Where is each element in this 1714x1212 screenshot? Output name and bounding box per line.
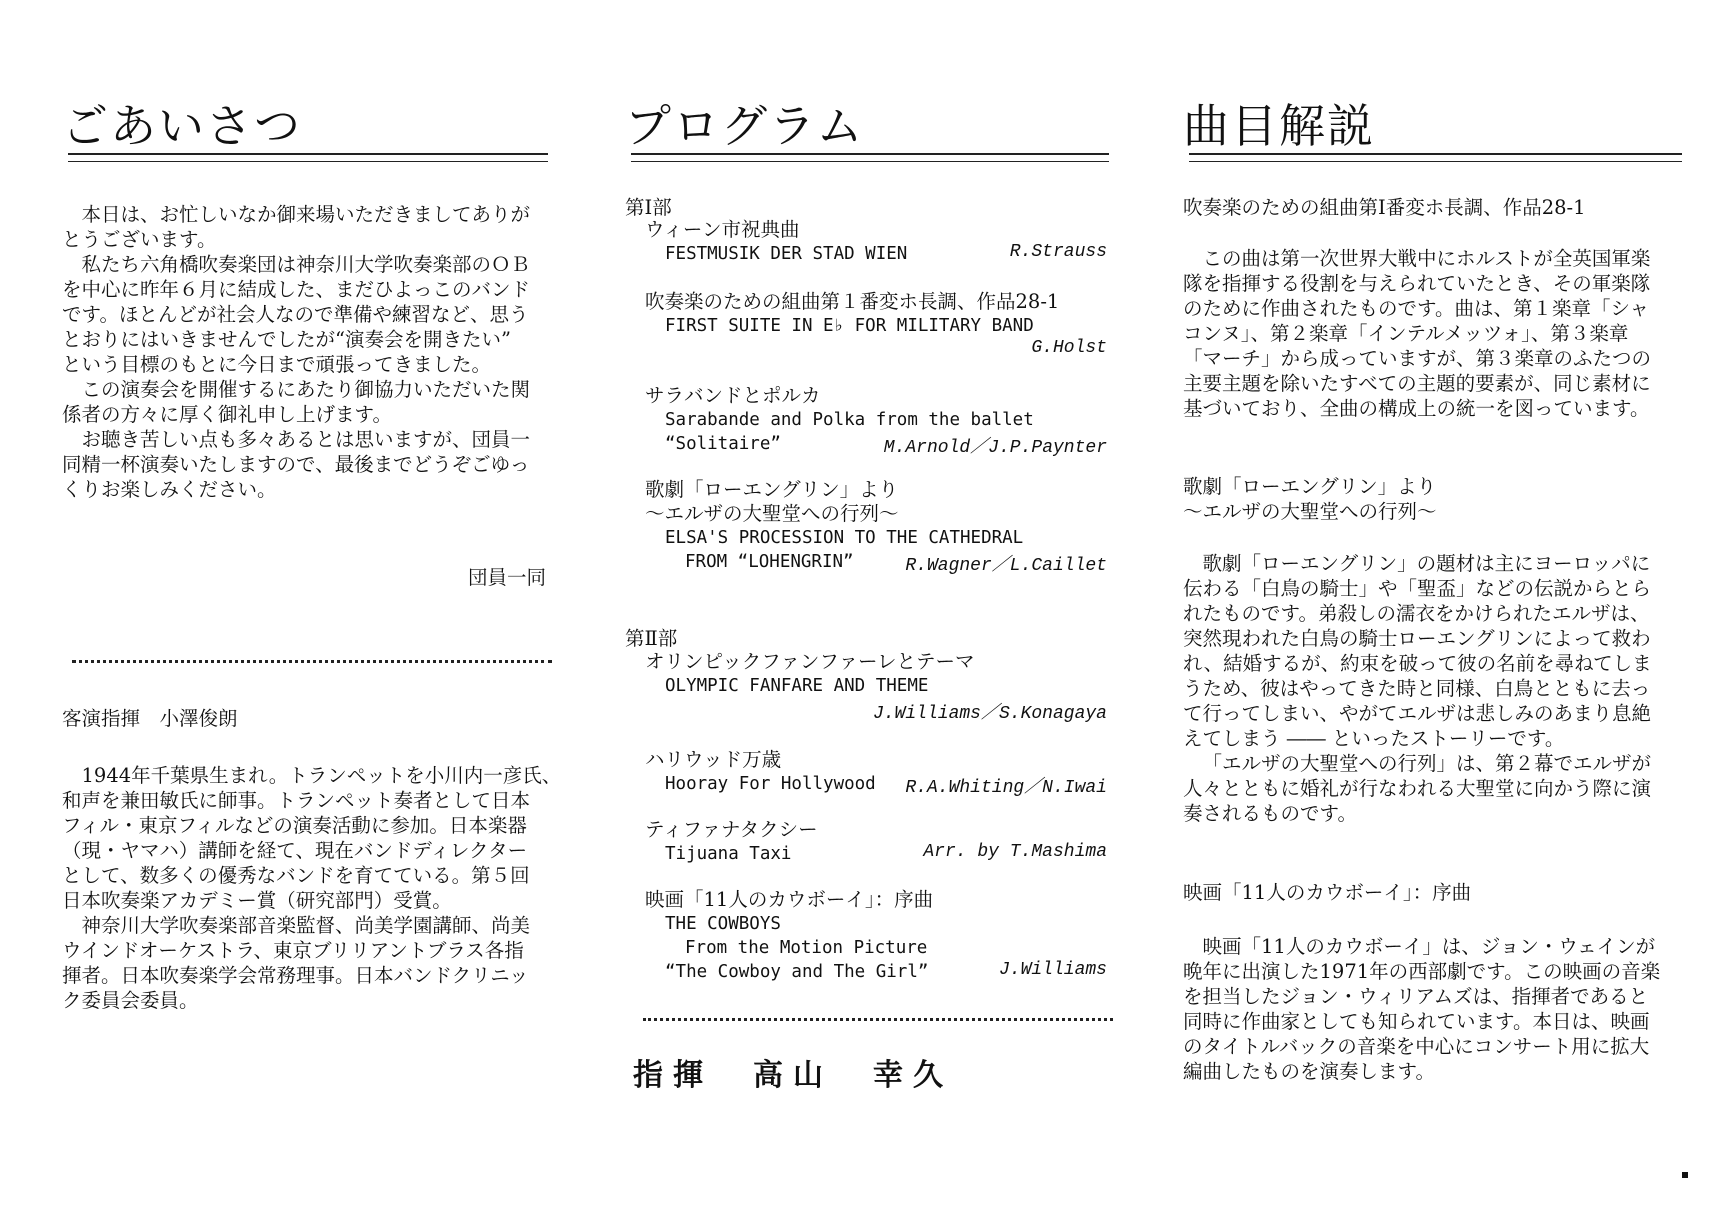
greeting-line: とおりにはいきませんでしたが“演奏会を開きたい”	[62, 328, 511, 351]
title-rule	[1189, 153, 1682, 162]
note-line: 「エルザの大聖堂への行列」は、第２幕でエルザが	[1202, 752, 1652, 775]
composer: M.Arnold／J.P.Paynter	[883, 438, 1107, 458]
greeting-signature: 団員一同	[468, 566, 547, 589]
piece-subtitle-jp: ～エルザの大聖堂への行列～	[645, 502, 899, 525]
piece-title-en: “Solitaire”	[665, 434, 781, 454]
program-item	[645, 888, 1115, 984]
guest-line: フィル・東京フィルなどの演奏活動に参加。日本楽器	[62, 814, 527, 837]
program-item	[645, 384, 1115, 456]
piece-title-en: OLYMPIC FANFARE AND THEME	[665, 676, 929, 696]
piece-title-jp: オリンピックファンファーレとテーマ	[645, 650, 975, 673]
guest-line: ク委員会委員。	[62, 989, 199, 1012]
note-line: うため、彼はやってきた時と同様、白鳥とともに去っ	[1183, 677, 1651, 700]
greeting-line: 本日は、お忙しいなか御来場いただきましてありが	[81, 203, 531, 226]
part-2-label: 第Ⅱ部	[625, 627, 678, 650]
greeting-line: を中心に昨年６月に結成した、まだひよっこのバンド	[62, 278, 531, 301]
piece-title-en: “The Cowboy and The Girl”	[665, 962, 929, 982]
piece-title-en: ELSA'S PROCESSION TO THE CATHEDRAL	[665, 528, 1024, 548]
guest-heading: 客演指揮 小澤俊朗	[62, 707, 238, 730]
note-line: 歌劇「ローエングリン」の題材は主にヨーロッパに	[1202, 552, 1651, 575]
composer: R.Wagner／L.Caillet	[905, 556, 1107, 576]
note-line: れたものです。弟殺しの濡衣をかけられたエルザは、	[1183, 602, 1650, 625]
piece-title-en: FIRST SUITE IN E♭ FOR MILITARY BAND	[665, 316, 1034, 336]
notes-title: 曲目解説	[1183, 99, 1375, 153]
note-body	[1183, 551, 1652, 826]
program-item	[645, 478, 1115, 574]
greeting-line: この演奏会を開催するにあたり御協力いただいた関	[81, 378, 531, 401]
title-rule	[68, 153, 548, 162]
greeting-line: くりお楽しみください。	[62, 478, 277, 501]
piece-title-jp: 歌劇「ローエングリン」より	[645, 478, 899, 501]
note-line: 映画「11人のカウボーイ」は、ジョン・ウェインが	[1202, 935, 1656, 958]
greeting-line: 私たち六角橋吹奏楽団は神奈川大学吹奏楽部のＯＢ	[81, 253, 531, 276]
piece-title-jp: ティファナタクシー	[645, 818, 818, 841]
conductor-surname: 高山	[753, 1058, 833, 1093]
part-1-label: 第Ⅰ部	[625, 196, 672, 219]
guest-body	[62, 763, 561, 1013]
conductor-label: 指揮	[633, 1058, 713, 1093]
program-item	[645, 748, 1115, 796]
note-line: 基づいており、全曲の構成上の統一を図っています。	[1183, 397, 1650, 420]
piece-title-jp: 吹奏楽のための組曲第１番変ホ長調、作品28-1	[645, 290, 1060, 313]
composer: J.Williams	[998, 960, 1107, 980]
greeting-title: ごあいさつ	[62, 99, 302, 153]
guest-line: 1944年千葉県生まれ。トランペットを小川内一彦氏、	[81, 764, 562, 787]
program-item	[645, 218, 1115, 266]
note-line: コンヌ」、第２楽章「インテルメッツォ」、第３楽章	[1183, 322, 1629, 345]
piece-title-en: From the Motion Picture	[685, 938, 928, 958]
piece-title-en: FROM “LOHENGRIN”	[685, 552, 854, 572]
piece-title-en: THE COWBOYS	[665, 914, 781, 934]
guest-line: 日本吹奏楽アカデミー賞（研究部門）受賞。	[62, 889, 452, 912]
piece-title-jp: ウィーン市祝典曲	[645, 218, 800, 241]
note-line: のために作曲されたものです。曲は、第１楽章「シャ	[1183, 297, 1650, 320]
note-body	[1183, 246, 1651, 421]
guest-line: （現・ヤマハ）講師を経て、現在バンドディレクター	[62, 839, 528, 862]
note-heading-line: ～エルザの大聖堂への行列～	[1183, 500, 1437, 523]
composer: G.Holst	[1031, 338, 1107, 358]
program-title: プログラム	[625, 99, 865, 153]
note-line: 隊を指揮する役割を与えられていたとき、その軍楽隊	[1183, 272, 1651, 295]
note-line: 編曲したものを演奏します。	[1183, 1060, 1435, 1083]
guest-line: 神奈川大学吹奏楽部音楽監督、尚美学園講師、尚美	[81, 914, 531, 937]
note-line: を担当したジョン・ウィリアムズは、指揮者であると	[1183, 985, 1649, 1008]
greeting-line: という目標のもとに今日まで頑張ってきました。	[62, 353, 492, 376]
greeting-line: 同精一杯演奏いたしますので、最後までどうぞごゆっ	[62, 453, 530, 476]
program-item	[645, 290, 1115, 358]
note-line: えてしまう ―― といったストーリーです。	[1183, 727, 1565, 750]
greeting-line: 係者の方々に厚く御礼申し上げます。	[62, 403, 392, 426]
composer: J.Williams／S.Konagaya	[872, 704, 1107, 724]
note-heading: 吹奏楽のための組曲第Ⅰ番変ホ長調、作品28-1	[1183, 196, 1586, 219]
note-line: 人々とともに婚礼が行なわれる大聖堂に向かう際に演	[1183, 777, 1652, 800]
title-rule	[631, 153, 1109, 162]
piece-title-jp: サラバンドとポルカ	[645, 384, 821, 407]
composer: R.A.Whiting／N.Iwai	[905, 778, 1107, 798]
section-divider	[643, 1018, 1113, 1021]
note-line: 「マーチ」から成っていますが、第３楽章のふたつの	[1183, 347, 1652, 370]
guest-line: ウインドオーケストラ、東京ブリリアントブラス各指	[62, 939, 524, 962]
greeting-line: お聴き苦しい点も多々あるとは思いますが、団員一	[81, 428, 531, 451]
note-line: 奏されるものです。	[1183, 802, 1357, 825]
piece-title-jp: 映画「11人のカウボーイ」：序曲	[645, 888, 934, 911]
note-heading-line: 歌劇「ローエングリン」より	[1183, 475, 1437, 498]
guest-line: として、数多くの優秀なバンドを育てている。第５回	[62, 864, 530, 887]
piece-title-en: Tijuana Taxi	[665, 844, 792, 864]
note-heading: 映画「11人のカウボーイ」：序曲	[1183, 881, 1472, 904]
note-line: のタイトルバックの音楽を中心にコンサート用に拡大	[1183, 1035, 1650, 1058]
note-line: て行ってしまい、やがてエルザは悲しみのあまり息絶	[1183, 702, 1652, 725]
note-line: 主要主題を除いたすべての主題的要素が、同じ素材に	[1183, 372, 1651, 395]
note-heading	[1183, 474, 1437, 524]
corner-mark	[1682, 1172, 1688, 1178]
note-body	[1183, 934, 1660, 1084]
greeting-line: です。ほとんどが社会人なので準備や練習など、思う	[62, 303, 529, 326]
program-item	[645, 650, 1115, 724]
guest-line: 揮者。日本吹奏楽学会常務理事。日本バンドクリニッ	[62, 964, 529, 987]
piece-title-en: FESTMUSIK DER STAD WIEN	[665, 244, 908, 264]
conductor-given-name: 幸久	[873, 1058, 953, 1093]
note-line: 突然現われた白鳥の騎士ローエングリンによって救わ	[1183, 627, 1651, 650]
note-line: この曲は第一次世界大戦中にホルストが全英国軍楽	[1202, 247, 1651, 270]
note-line: 伝わる「白鳥の騎士」や「聖盃」などの伝説からとら	[1183, 577, 1652, 600]
section-divider	[72, 660, 552, 663]
piece-title-en: Hooray For Hollywood	[665, 774, 876, 794]
greeting-body	[62, 202, 530, 502]
piece-title-jp: ハリウッド万歳	[645, 748, 782, 771]
greeting-line: とうございます。	[62, 228, 217, 251]
note-line: れ、結婚するが、約束を破って彼の名前を尋ねてしま	[1183, 652, 1652, 675]
piece-title-en: Sarabande and Polka from the ballet	[665, 410, 1034, 430]
program-item	[645, 818, 1115, 866]
guest-line: 和声を兼田敏氏に師事。トランペット奏者として日本	[62, 789, 531, 812]
composer: R.Strauss	[1009, 242, 1107, 262]
note-line: 同時に作曲家としても知られています。本日は、映画	[1183, 1010, 1650, 1033]
composer: Arr. by T.Mashima	[923, 842, 1107, 862]
conductor-credit	[633, 1050, 993, 1094]
note-line: 晩年に出演した1971年の西部劇です。この映画の音楽	[1183, 960, 1661, 983]
